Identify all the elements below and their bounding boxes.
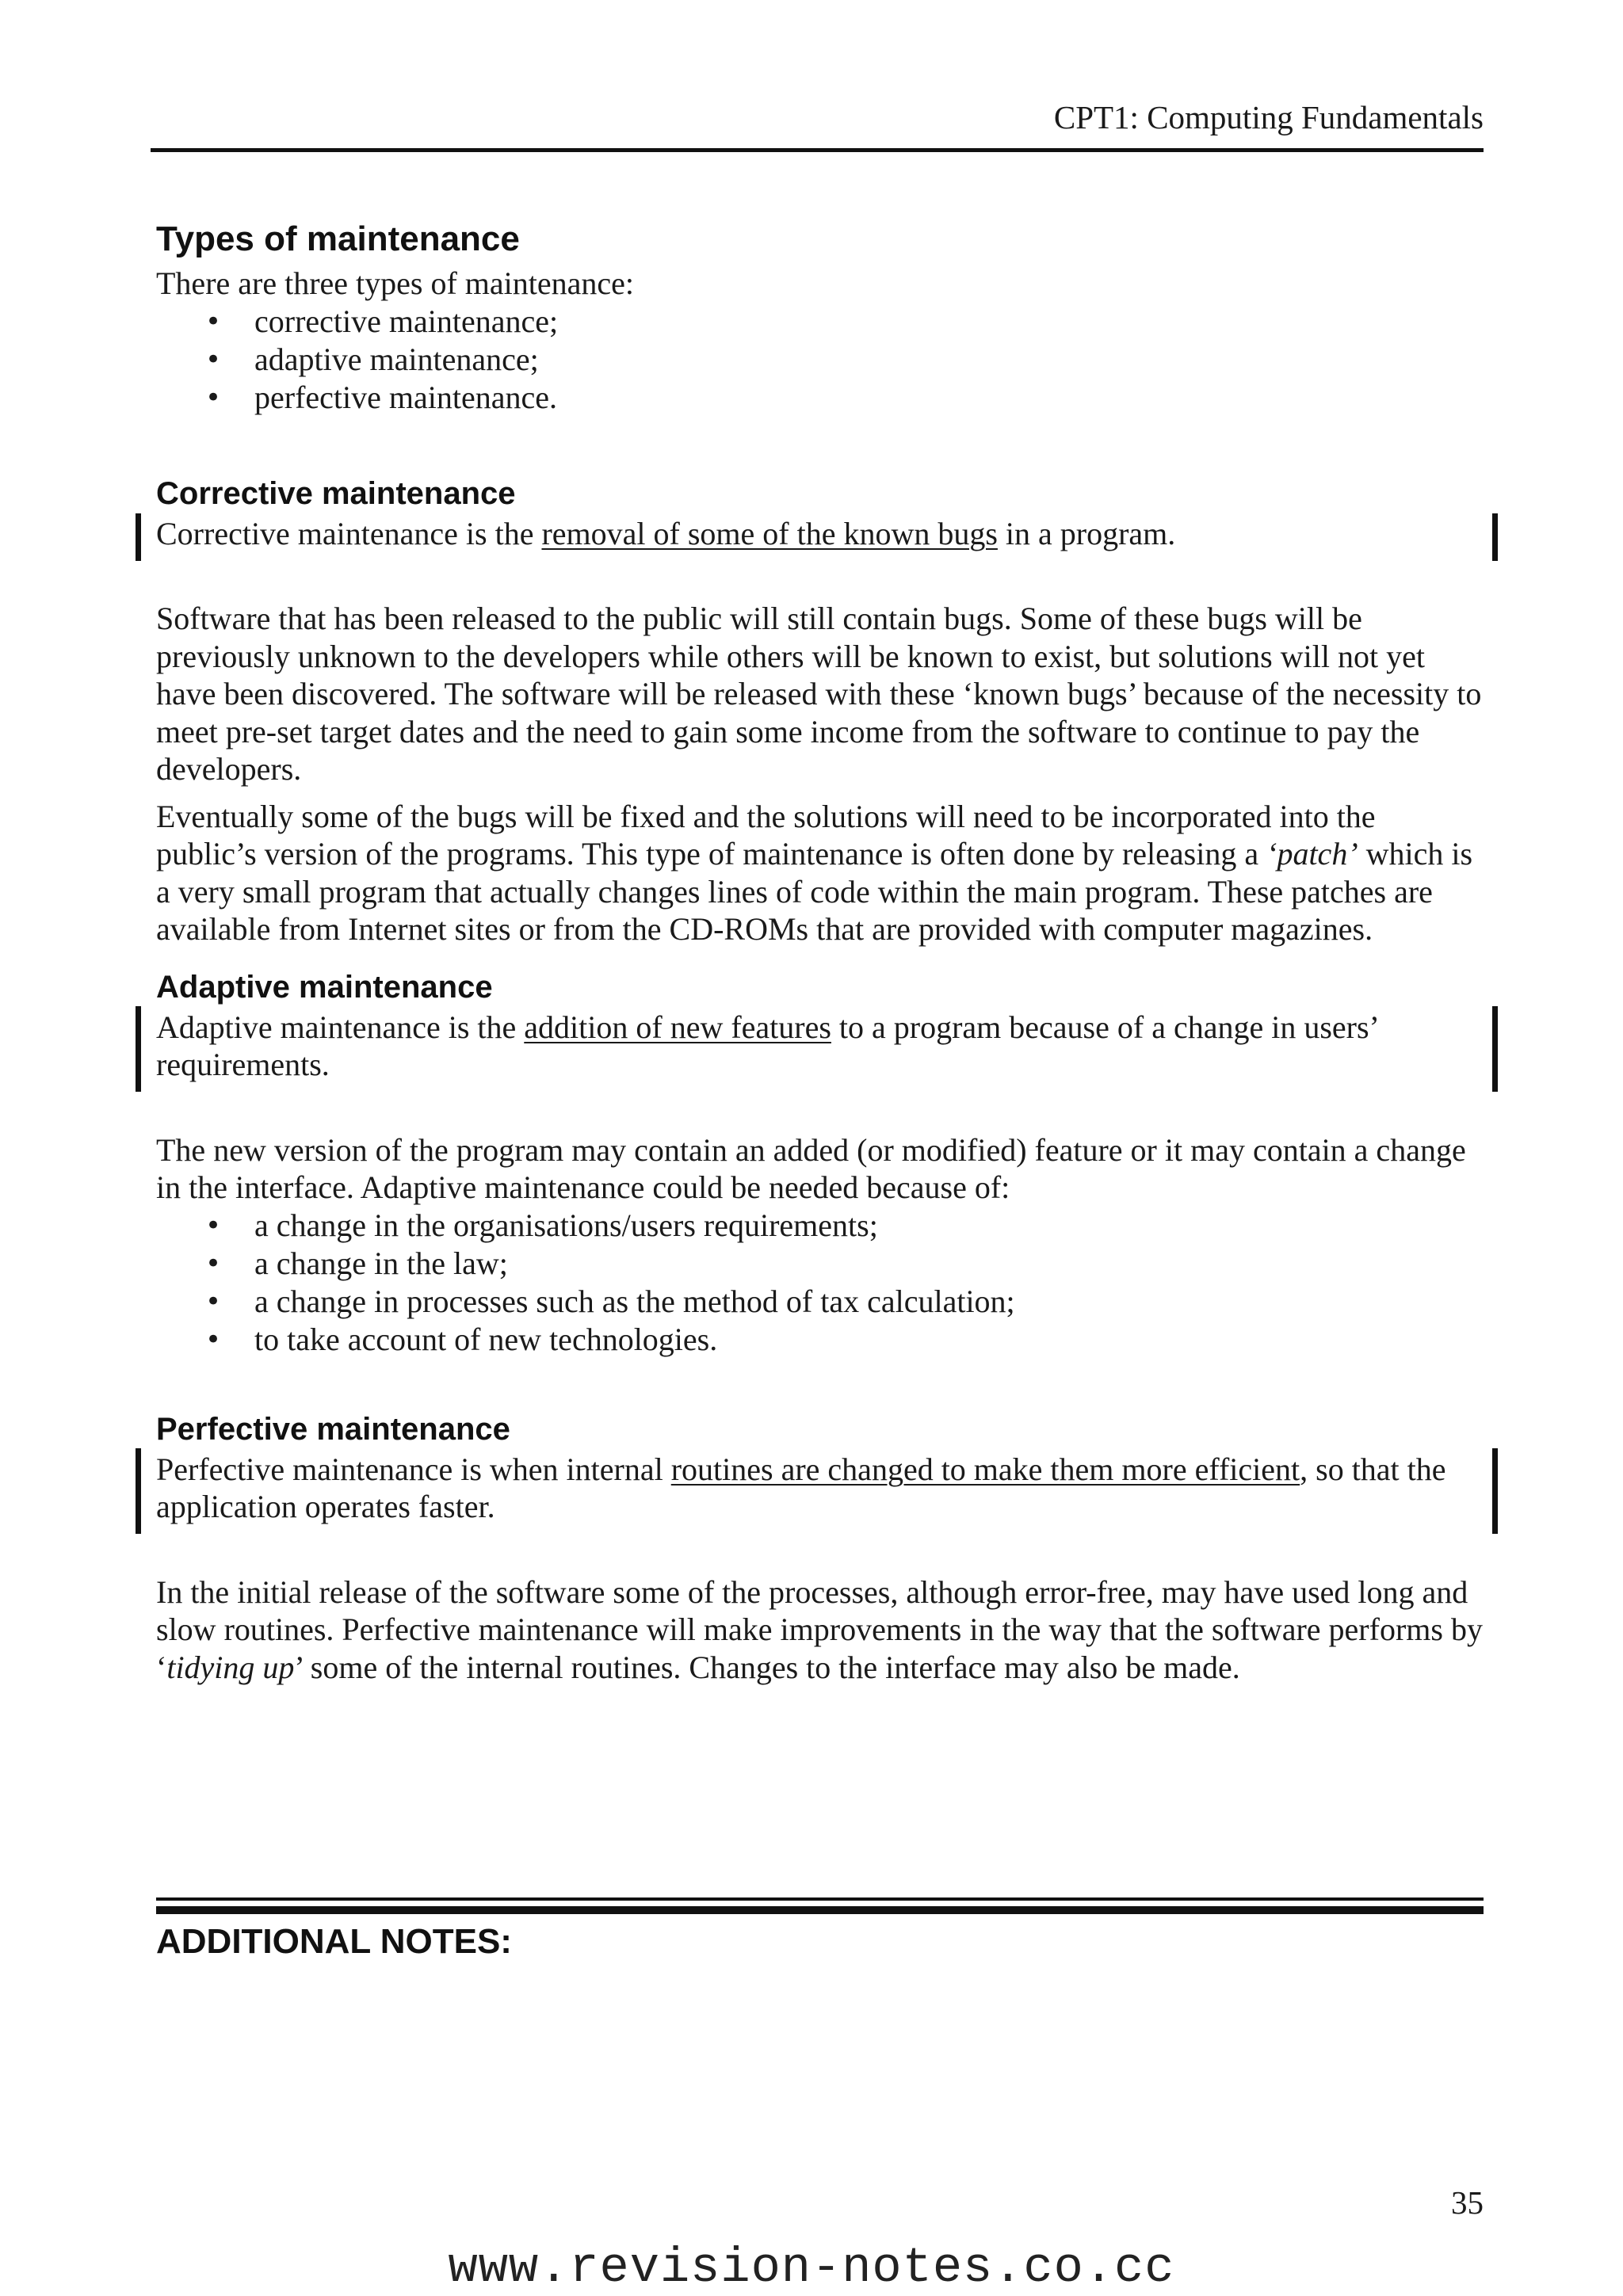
corrective-definition: Corrective maintenance is the removal of some of the known bugs in a program. <box>156 515 1484 553</box>
running-header: CPT1: Computing Fundamentals <box>1053 99 1484 135</box>
underlined-term: addition of new features <box>524 1009 831 1045</box>
header-rule <box>151 148 1484 152</box>
italic-term: tidying up <box>166 1649 295 1685</box>
bullet-icon: • <box>205 1247 222 1280</box>
bullet-icon: • <box>205 343 222 376</box>
notes-rule-thin <box>156 1897 1484 1901</box>
list-item: • adaptive maintenance; <box>205 341 539 377</box>
bullet-icon: • <box>205 305 222 338</box>
perfective-paragraph: In the initial release of the software some of the processes, although error-free, may have used long and slow routines. Perfective maintenance will make improvements in the way that the software performs by ‘tidying up’ some of the internal routines. Changes to the interface may also be made. <box>156 1573 1483 1685</box>
types-list <box>156 303 1484 417</box>
change-bar-left <box>136 1448 141 1534</box>
additional-notes-heading: ADDITIONAL NOTES: <box>156 1922 512 1961</box>
italic-term: ‘patch’ <box>1266 836 1358 871</box>
bullet-icon: • <box>205 1285 222 1318</box>
list-item: • perfective maintenance. <box>205 379 557 415</box>
bullet-icon: • <box>205 381 222 414</box>
list-item: • a change in the organisations/users requirements; <box>205 1207 878 1243</box>
types-intro: There are three types of maintenance: <box>156 265 635 301</box>
adaptive-definition: Adaptive maintenance is the addition of new features to a program because of a change in users’ requirements. <box>156 1009 1484 1084</box>
corrective-paragraph-2: Eventually some of the bugs will be fixed and the solutions will need to be incorporated into the public’s version of the programs. This type of maintenance is often done by releasing a ‘patch’ which is a very small program that actually changes lines of code within the main program. These patches are available from Internet sites or from the CD-ROMs that are provided with computer magazines. <box>156 798 1473 947</box>
change-bar-right <box>1492 1006 1498 1092</box>
list-item: • a change in the law; <box>205 1245 508 1281</box>
change-bar-left <box>136 513 141 561</box>
adaptive-heading: Adaptive maintenance <box>156 969 493 1005</box>
bullet-icon: • <box>205 1209 222 1241</box>
list-item: • corrective maintenance; <box>205 303 559 339</box>
corrective-paragraph-1: Software that has been released to the public will still contain bugs. Some of these bugs will be previously unknown to the developers while others will be known to exist, but solutions will not yet have been discovered. The software will be released with these ‘known bugs’ because of the necessity to meet pre-set target dates and the need to gain some income from the software to continue to pay the developers. <box>156 601 1482 787</box>
adaptive-paragraph: The new version of the program may contain an added (or modified) feature or it may contain a change in the interface. Adaptive maintenance could be needed because of: <box>156 1131 1466 1205</box>
underlined-term: removal of some of the known bugs <box>541 515 998 551</box>
notes-rule-thick <box>156 1906 1484 1914</box>
change-bar-left <box>136 1006 141 1092</box>
underlined-term: routines are changed to make them more efficient <box>670 1451 1300 1487</box>
types-heading: Types of maintenance <box>156 219 520 258</box>
list-item: • to take account of new technologies. <box>205 1321 718 1357</box>
change-bar-right <box>1492 1448 1498 1534</box>
page-number: 35 <box>1451 2184 1484 2221</box>
change-bar-right <box>1492 513 1498 561</box>
page-content <box>156 214 1484 1686</box>
adaptive-reasons-list <box>156 1207 1484 1359</box>
perfective-heading: Perfective maintenance <box>156 1411 510 1447</box>
perfective-definition: Perfective maintenance is when internal routines are changed to make them more efficient, so that the application operates faster. <box>156 1451 1484 1526</box>
footer-url: www.revision-notes.co.cc <box>448 2240 1175 2296</box>
bullet-icon: • <box>205 1323 222 1356</box>
list-item: • a change in processes such as the method of tax calculation; <box>205 1283 1015 1319</box>
corrective-heading: Corrective maintenance <box>156 475 516 511</box>
